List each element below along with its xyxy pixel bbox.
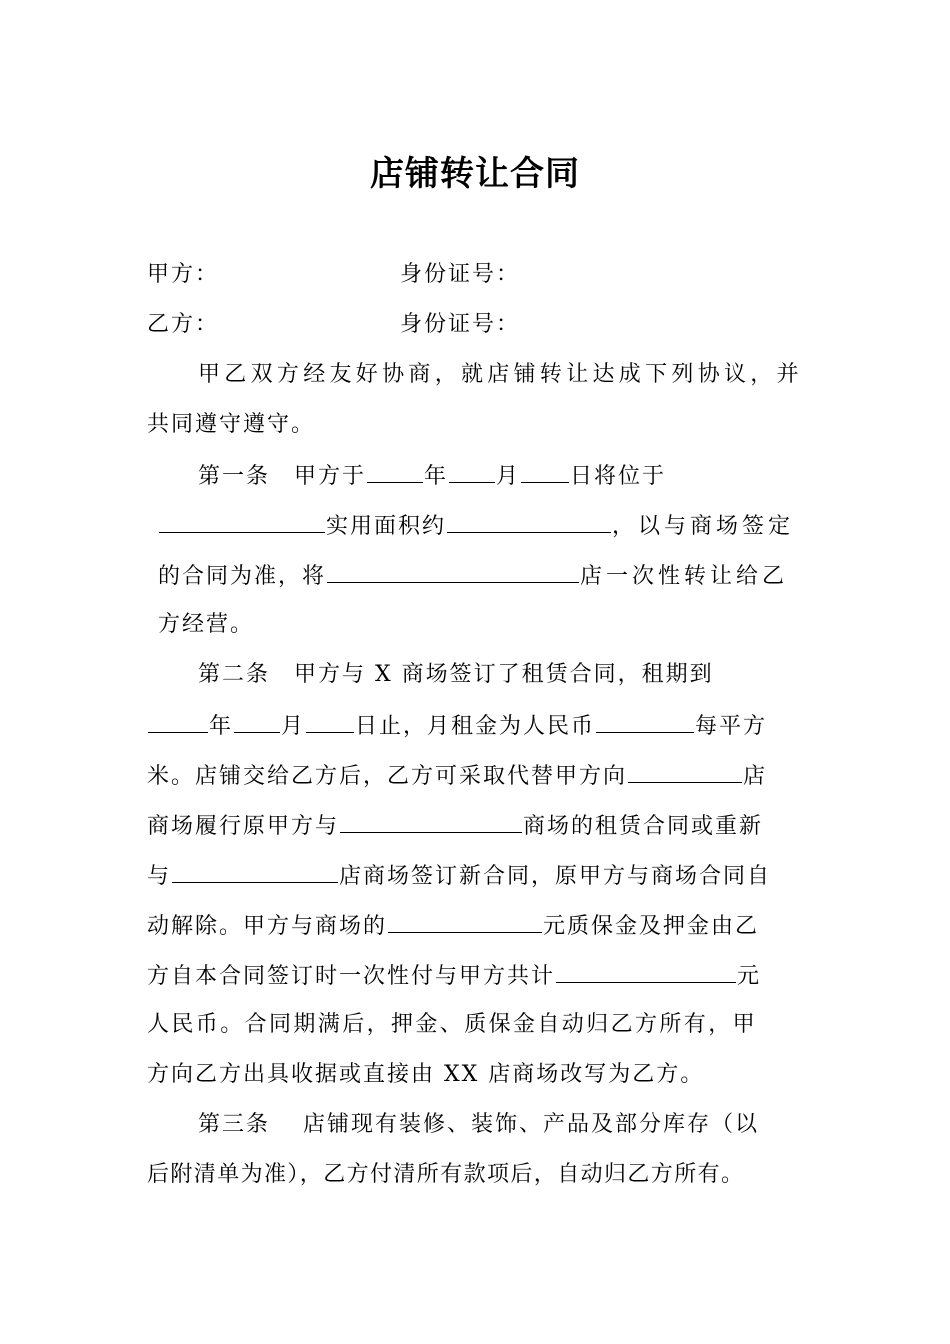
- blank-field: [172, 860, 338, 883]
- blank-field: [447, 510, 611, 533]
- article-2-text: 与: [147, 864, 172, 889]
- article-2-text: 月: [281, 714, 306, 739]
- article-1-text: ，以与商场签定: [612, 514, 795, 539]
- article-2-line-5: [147, 860, 771, 892]
- article-2-text: 年: [209, 714, 234, 739]
- article-2-line-9: 方向乙方出具收据或直接由 XX 店商场改写为乙方。: [147, 1062, 705, 1087]
- intro-line-2: 共同遵守遵守。: [147, 412, 316, 437]
- article-2-text: 元质保金及押金由乙: [543, 914, 760, 939]
- article-3-line-1: 第三条 店铺现有装修、装饰、产品及部分库存（以: [198, 1112, 759, 1137]
- blank-field: [556, 960, 736, 983]
- article-2-text: 元: [737, 964, 762, 989]
- article-1-text: 第一条 甲方于: [198, 464, 367, 489]
- article-2-text: 商场的租赁合同或重新: [523, 814, 764, 839]
- blank-field: [159, 510, 325, 533]
- article-2-text: 米。店铺交给乙方后，乙方可采取代替甲方向: [147, 764, 628, 789]
- article-2-text: 动解除。甲方与商场的: [147, 914, 388, 939]
- party-a-id-label: 身份证号：: [400, 262, 521, 287]
- article-1-text: 年: [424, 464, 449, 489]
- article-1-line-2: [158, 510, 794, 542]
- article-2-text: 日止，月租金为人民币: [355, 714, 596, 739]
- blank-field: [234, 710, 280, 733]
- party-a-label: 甲方：: [147, 262, 220, 287]
- article-2-line-8: 人民币。合同期满后，押金、质保金自动归乙方所有，甲: [147, 1012, 758, 1037]
- article-1-text: 的合同为准，将: [158, 564, 327, 589]
- blank-field: [367, 460, 423, 483]
- article-2-text: 店: [743, 764, 768, 789]
- article-2-line-1: 第二条 甲方与 X 商场签订了租赁合同，租期到: [198, 662, 714, 687]
- article-1-line-3: [158, 560, 788, 592]
- document-title: 店铺转让合同: [370, 154, 580, 194]
- party-b-label: 乙方：: [147, 312, 220, 337]
- article-2-text: 店商场签订新合同，原甲方与商场合同自: [339, 864, 772, 889]
- article-2-line-6: [147, 910, 759, 942]
- article-1-text: 月: [496, 464, 521, 489]
- article-2-line-7: [147, 960, 761, 992]
- article-2-line-4: [147, 810, 763, 842]
- article-1-text: 店一次性转让给乙: [580, 564, 789, 589]
- blank-field: [148, 710, 208, 733]
- article-2-text: 方自本合同签订时一次性付与甲方共计: [147, 964, 556, 989]
- blank-field: [327, 560, 579, 583]
- article-2-text: 商场履行原甲方与: [147, 814, 340, 839]
- blank-field: [521, 460, 569, 483]
- blank-field: [449, 460, 495, 483]
- article-1-text: 日将位于: [570, 464, 667, 489]
- party-b-id-label: 身份证号：: [400, 312, 521, 337]
- blank-field: [340, 810, 522, 833]
- intro-line-1: 甲乙双方经友好协商，就店铺转让达成下列协议，并: [198, 362, 803, 387]
- article-1-line-1: [198, 460, 666, 492]
- article-2-line-2: [147, 710, 767, 742]
- article-1-text: 实用面积约: [326, 514, 447, 539]
- article-3-line-2: 后附清单为准），乙方付清所有款项后，自动归乙方所有。: [147, 1162, 745, 1187]
- blank-field: [596, 710, 694, 733]
- blank-field: [628, 760, 742, 783]
- article-2-text: 每平方: [695, 714, 768, 739]
- article-2-line-3: [147, 760, 767, 792]
- blank-field: [388, 910, 542, 933]
- blank-field: [306, 710, 354, 733]
- article-1-line-4: 方经营。: [158, 612, 255, 637]
